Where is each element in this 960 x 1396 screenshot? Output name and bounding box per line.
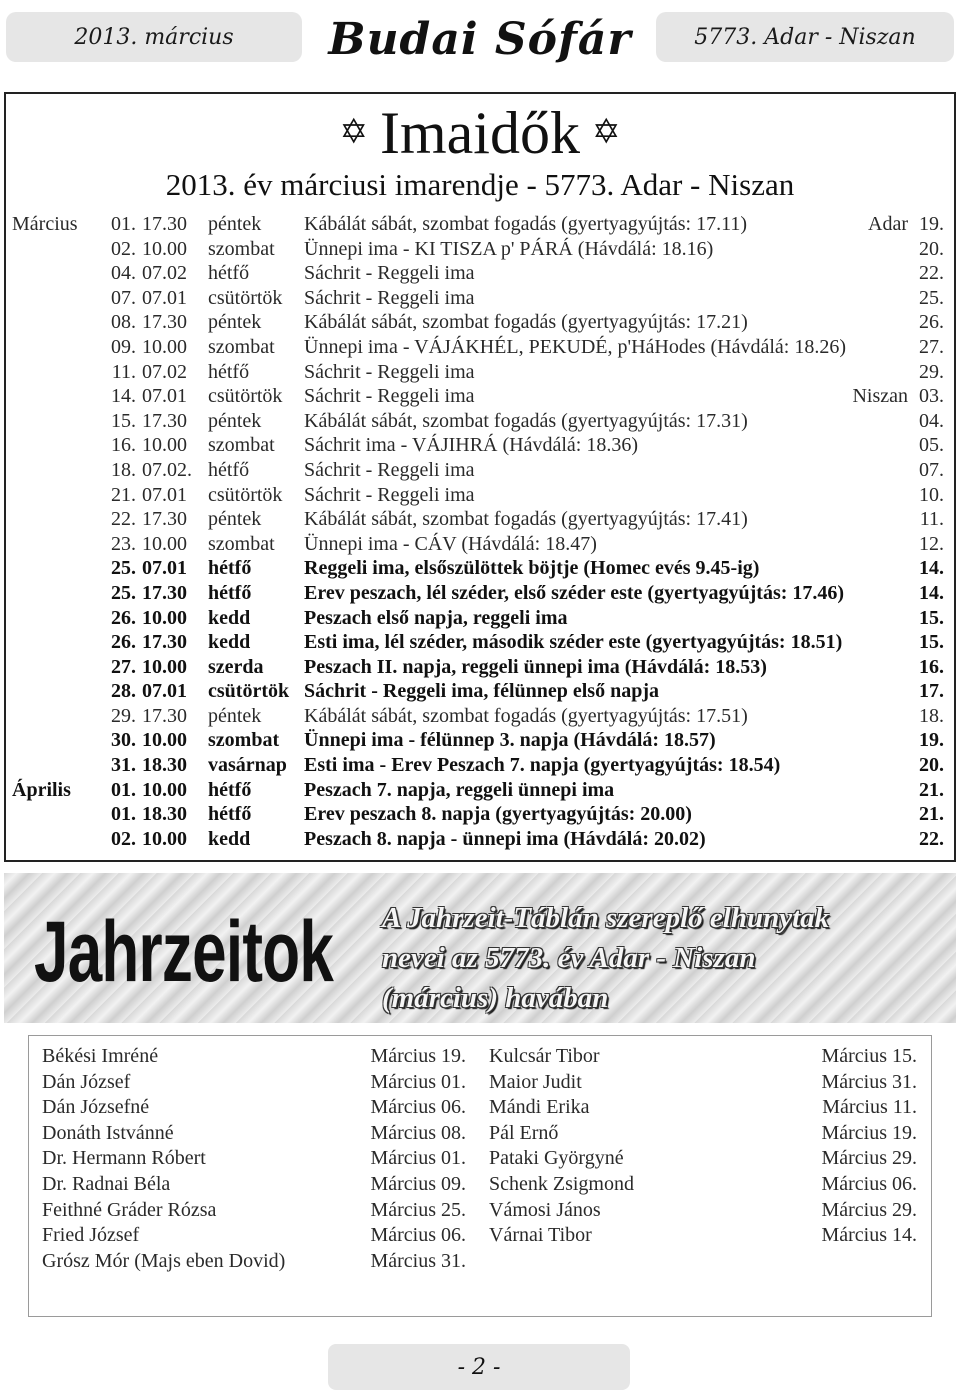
- schedule-row: [0, 778, 960, 803]
- row-day: 23.: [111, 532, 136, 555]
- row-time: 07.01: [142, 483, 187, 506]
- row-time: 10.00: [142, 606, 187, 629]
- row-day: 01.: [111, 803, 136, 826]
- row-hebrew-day: 22.: [919, 827, 944, 850]
- row-weekday: péntek: [208, 508, 262, 531]
- row-hebrew-day: 16.: [919, 655, 944, 678]
- jahrzeit-name: Feithné Gráder Rózsa: [42, 1198, 217, 1221]
- row-hebrew-month: Adar: [868, 213, 908, 235]
- schedule-row: [0, 261, 960, 286]
- jahrzeit-name: Pál Ernő: [489, 1121, 559, 1144]
- row-weekday: péntek: [208, 311, 262, 334]
- row-description: Kábálát sábát, szombat fogadás (gyertyagyújtás: 17.31): [304, 409, 748, 432]
- row-hebrew-day: 04.: [919, 409, 944, 432]
- row-weekday: kedd: [208, 827, 251, 850]
- row-description: Sáchrit - Reggeli ima: [304, 483, 475, 506]
- jahrzeit-name: Grósz Mór (Majs eben Dovid): [42, 1249, 286, 1272]
- schedule-row: [0, 507, 960, 532]
- jahrzeit-name: Kulcsár Tibor: [489, 1045, 600, 1067]
- row-time: 10.00: [142, 827, 187, 850]
- row-description: Peszach 8. napja - ünnepi ima (Hávdálá: 20.02): [304, 827, 706, 850]
- jahrzeit-entry: [42, 1095, 466, 1121]
- schedule-row: [0, 606, 960, 631]
- jahrzeit-name: Fried József: [42, 1224, 140, 1247]
- row-day: 11.: [111, 360, 136, 383]
- row-month: Április: [12, 778, 71, 801]
- row-description: Sáchrit ima - VÁJIHRÁ (Hávdálá: 18.36): [304, 434, 639, 457]
- row-description: Sáchrit - Reggeli ima: [304, 360, 475, 383]
- row-day: 16.: [111, 434, 136, 457]
- row-hebrew-month: Niszan: [852, 385, 908, 408]
- row-time: 10.00: [142, 237, 187, 260]
- row-description: Sáchrit - Reggeli ima: [304, 385, 475, 408]
- row-time: 10.00: [142, 655, 187, 678]
- row-description: Ünnepi ima - CÁV (Hávdálá: 18.47): [304, 532, 597, 555]
- row-hebrew-day: 17.: [919, 680, 944, 703]
- row-time: 17.30: [142, 213, 187, 235]
- row-time: 07.01: [142, 680, 187, 703]
- jahrzeit-entry: [489, 1121, 917, 1147]
- row-weekday: csütörtök: [208, 286, 283, 309]
- row-weekday: hétfő: [208, 581, 252, 604]
- row-day: 25.: [111, 581, 136, 604]
- row-description: Sáchrit - Reggeli ima: [304, 286, 475, 309]
- header-hebrew-date-label: 5773. Adar - Niszan: [656, 12, 954, 62]
- jahrzeit-banner-line: A Jahrzeit-Táblán szereplő elhunytak: [382, 902, 830, 934]
- row-time: 17.30: [142, 581, 187, 604]
- row-time: 10.00: [142, 335, 187, 358]
- row-hebrew-day: 25.: [919, 286, 944, 309]
- page-number: - 2 -: [328, 1344, 630, 1390]
- row-time: 10.00: [142, 729, 187, 752]
- row-time: 17.30: [142, 508, 187, 531]
- jahrzeit-name: Mándi Erika: [489, 1096, 590, 1119]
- row-description: Sáchrit - Reggeli ima: [304, 262, 475, 285]
- row-time: 18.30: [142, 803, 187, 826]
- row-weekday: kedd: [208, 606, 251, 629]
- row-day: 25.: [111, 557, 136, 580]
- schedule-row: [0, 286, 960, 311]
- row-weekday: hétfő: [208, 557, 252, 580]
- jahrzeit-entry: [42, 1070, 466, 1096]
- row-weekday: szombat: [208, 237, 275, 260]
- jahrzeit-date: Március 25.: [370, 1198, 466, 1221]
- row-description: Peszach első napja, reggeli ima: [304, 606, 568, 629]
- schedule-row: [0, 556, 960, 581]
- jahrzeit-name: Pataki Györgyné: [489, 1147, 624, 1170]
- jahrzeit-entry: [42, 1146, 466, 1172]
- row-weekday: péntek: [208, 409, 262, 432]
- jahrzeit-date: Március 06.: [821, 1172, 917, 1195]
- jahrzeit-date: Március 15.: [821, 1045, 917, 1067]
- row-day: 30.: [111, 729, 136, 752]
- row-weekday: hétfő: [208, 778, 252, 801]
- jahrzeit-name: Dán József: [42, 1070, 131, 1093]
- schedule-row: [0, 335, 960, 360]
- row-hebrew-day: 20.: [919, 237, 944, 260]
- row-day: 01.: [111, 778, 136, 801]
- schedule-title-text: Imaidők: [380, 100, 580, 166]
- row-hebrew-day: 20.: [919, 754, 944, 777]
- schedule-row: [0, 753, 960, 778]
- schedule-title: [0, 102, 960, 164]
- jahrzeit-name: Schenk Zsigmond: [489, 1172, 634, 1195]
- jahrzeit-entry: [489, 1223, 917, 1249]
- row-weekday: szombat: [208, 335, 275, 358]
- row-hebrew-day: 19.: [919, 213, 944, 235]
- row-weekday: szombat: [208, 434, 275, 457]
- schedule-row: [0, 360, 960, 385]
- row-description: Reggeli ima, elsőszülöttek böjtje (Homec evés 9.45-ig): [304, 557, 760, 580]
- row-day: 18.: [111, 458, 136, 481]
- jahrzeit-date: Március 11.: [822, 1096, 917, 1119]
- row-description: Esti ima - Erev Peszach 7. napja (gyertyagyújtás: 18.54): [304, 754, 781, 777]
- row-description: Ünnepi ima - VÁJÁKHÉL, PEKUDÉ, p'HáHodes (Hávdálá: 18.26): [304, 335, 847, 358]
- row-weekday: péntek: [208, 704, 262, 727]
- schedule-row: [0, 827, 960, 852]
- jahrzeit-name: Donáth Istvánné: [42, 1121, 174, 1144]
- jahrzeit-name: Dr. Hermann Róbert: [42, 1147, 206, 1170]
- row-description: Erev peszach 8. napja (gyertyagyújtás: 20.00): [304, 803, 692, 826]
- row-weekday: hétfő: [208, 262, 250, 285]
- row-description: Kábálát sábát, szombat fogadás (gyertyagyújtás: 17.41): [304, 508, 748, 531]
- schedule-row: [0, 458, 960, 483]
- jahrzeit-date: Március 06.: [370, 1224, 466, 1247]
- row-weekday: csütörtök: [208, 680, 290, 703]
- schedule-subtitle: 2013. év márciusi imarendje - 5773. Adar - Niszan: [165, 167, 795, 202]
- row-day: 29.: [111, 704, 136, 727]
- jahrzeit-entry: [42, 1249, 466, 1275]
- jahrzeit-entry: [42, 1198, 466, 1224]
- row-weekday: szerda: [208, 655, 264, 678]
- jahrzeit-banner-line: (március) havában: [382, 982, 609, 1014]
- row-day: 26.: [111, 631, 136, 654]
- jahrzeit-entry: [42, 1172, 466, 1198]
- row-hebrew-day: 21.: [919, 778, 944, 801]
- row-weekday: szombat: [208, 532, 275, 555]
- row-time: 10.00: [142, 532, 187, 555]
- row-weekday: kedd: [208, 631, 251, 654]
- row-day: 28.: [111, 680, 136, 703]
- jahrzeit-date: Március 14.: [821, 1224, 917, 1247]
- row-description: Peszach II. napja, reggeli ünnepi ima (Hávdálá: 18.53): [304, 655, 767, 678]
- row-day: 08.: [111, 311, 136, 334]
- row-day: 31.: [111, 754, 136, 777]
- row-weekday: hétfő: [208, 458, 250, 481]
- jahrzeit-banner-text: [382, 898, 942, 1018]
- schedule-table: [0, 212, 960, 851]
- jahrzeit-date: Március 19.: [370, 1045, 466, 1067]
- schedule-row: [0, 802, 960, 827]
- schedule-row: [0, 581, 960, 606]
- row-hebrew-day: 11.: [919, 508, 944, 531]
- jahrzeit-name: Maior Judit: [489, 1070, 582, 1093]
- row-hebrew-day: 15.: [919, 631, 944, 654]
- row-description: Kábálát sábát, szombat fogadás (gyertyagyújtás: 17.11): [304, 213, 748, 235]
- jahrzeit-name: Dán Józsefné: [42, 1096, 150, 1119]
- schedule-row: [0, 679, 960, 704]
- row-hebrew-day: 05.: [919, 434, 944, 457]
- row-day: 01.: [111, 213, 136, 235]
- row-time: 17.30: [142, 311, 187, 334]
- star-of-david-icon: ✡: [339, 114, 369, 151]
- header-date-label: 2013. március: [6, 12, 302, 62]
- schedule-row: [0, 212, 960, 237]
- row-hebrew-day: 18.: [919, 704, 944, 727]
- row-time: 17.30: [142, 409, 187, 432]
- schedule-row: [0, 630, 960, 655]
- row-time: 10.00: [142, 434, 187, 457]
- jahrzeit-names-left-column: [42, 1044, 466, 1274]
- row-description: Kábálát sábát, szombat fogadás (gyertyagyújtás: 17.51): [304, 704, 748, 727]
- row-time: 17.30: [142, 704, 187, 727]
- schedule-row: [0, 655, 960, 680]
- row-time: 07.01: [142, 557, 187, 580]
- jahrzeit-names-right-column: [489, 1044, 917, 1249]
- jahrzeit-entry: [489, 1044, 917, 1070]
- row-description: Sáchrit - Reggeli ima: [304, 458, 475, 481]
- schedule-row: [0, 728, 960, 753]
- jahrzeit-entry: [42, 1044, 466, 1070]
- row-day: 26.: [111, 606, 136, 629]
- row-weekday: hétfő: [208, 360, 250, 383]
- jahrzeit-date: Március 01.: [370, 1147, 466, 1170]
- row-day: 04.: [111, 262, 136, 285]
- row-hebrew-day: 14.: [919, 581, 944, 604]
- row-hebrew-day: 14.: [919, 557, 944, 580]
- jahrzeit-entry: [489, 1172, 917, 1198]
- row-day: 22.: [111, 508, 136, 531]
- row-hebrew-day: 07.: [919, 458, 944, 481]
- row-description: Ünnepi ima - KI TISZA p' PÁRÁ (Hávdálá: 18.16): [304, 237, 714, 260]
- schedule-row: [0, 310, 960, 335]
- row-month: Március: [12, 213, 78, 235]
- row-day: 14.: [111, 385, 136, 408]
- row-description: Esti ima, lél széder, második széder este (gyertyagyújtás: 18.51): [304, 631, 843, 654]
- schedule-row: [0, 384, 960, 409]
- jahrzeit-date: Március 01.: [370, 1070, 466, 1093]
- row-day: 21.: [111, 483, 136, 506]
- row-weekday: csütörtök: [208, 483, 283, 506]
- row-time: 07.02: [142, 360, 187, 383]
- jahrzeit-name: Vámosi János: [489, 1198, 601, 1221]
- publication-title: Budai Sófár: [328, 13, 632, 65]
- row-day: 15.: [111, 409, 136, 432]
- row-hebrew-day: 21.: [919, 803, 944, 826]
- row-time: 07.01: [142, 286, 187, 309]
- schedule-row: [0, 483, 960, 508]
- jahrzeit-name: Békési Imréné: [42, 1045, 159, 1067]
- star-of-david-icon: ✡: [591, 114, 621, 151]
- row-day: 09.: [111, 335, 136, 358]
- jahrzeit-name: Várnai Tibor: [489, 1224, 592, 1247]
- row-hebrew-day: 26.: [919, 311, 944, 334]
- row-weekday: vasárnap: [208, 754, 287, 777]
- jahrzeit-date: Március 06.: [370, 1096, 466, 1119]
- jahrzeit-date: Március 29.: [821, 1147, 917, 1170]
- row-day: 27.: [111, 655, 136, 678]
- row-weekday: csütörtök: [208, 385, 283, 408]
- jahrzeit-date: Március 19.: [821, 1121, 917, 1144]
- row-time: 18.30: [142, 754, 187, 777]
- row-day: 07.: [111, 286, 136, 309]
- row-weekday: szombat: [208, 729, 280, 752]
- jahrzeit-date: Március 29.: [821, 1198, 917, 1221]
- row-hebrew-day: 29.: [919, 360, 944, 383]
- jahrzeit-date: Március 31.: [370, 1249, 466, 1272]
- row-time: 17.30: [142, 631, 187, 654]
- jahrzeit-entry: [489, 1070, 917, 1096]
- schedule-row: [0, 433, 960, 458]
- schedule-row: [0, 532, 960, 557]
- row-hebrew-day: 15.: [919, 606, 944, 629]
- row-description: Sáchrit - Reggeli ima, félünnep első napja: [304, 680, 659, 703]
- jahrzeit-date: Március 08.: [370, 1121, 466, 1144]
- row-hebrew-day: 22.: [919, 262, 944, 285]
- row-time: 10.00: [142, 778, 187, 801]
- jahrzeit-entry: [489, 1198, 917, 1224]
- row-hebrew-day: 27.: [919, 335, 944, 358]
- jahrzeit-banner-line: nevei az 5773. év Adar - Niszan: [382, 942, 756, 974]
- row-hebrew-day: 03.: [919, 385, 944, 408]
- row-day: 02.: [111, 827, 136, 850]
- row-description: Kábálát sábát, szombat fogadás (gyertyagyújtás: 17.21): [304, 311, 748, 334]
- jahrzeit-entry: [489, 1146, 917, 1172]
- row-time: 07.01: [142, 385, 187, 408]
- jahrzeit-date: Március 31.: [821, 1070, 917, 1093]
- schedule-row: [0, 409, 960, 434]
- row-hebrew-day: 19.: [919, 729, 944, 752]
- jahrzeit-name: Dr. Radnai Béla: [42, 1172, 171, 1195]
- row-hebrew-day: 12.: [919, 532, 944, 555]
- row-description: Erev peszach, lél széder, első széder este (gyertyagyújtás: 17.46): [304, 581, 845, 604]
- jahrzeit-entry: [42, 1121, 466, 1147]
- row-description: Peszach 7. napja, reggeli ünnepi ima: [304, 778, 615, 801]
- schedule-row: [0, 237, 960, 262]
- row-day: 02.: [111, 237, 136, 260]
- row-description: Ünnepi ima - félünnep 3. napja (Hávdálá: 18.57): [304, 729, 716, 752]
- row-time: 07.02.: [142, 458, 192, 481]
- row-hebrew-day: 10.: [919, 483, 944, 506]
- jahrzeit-date: Március 09.: [370, 1172, 466, 1195]
- jahrzeit-entry: [489, 1095, 917, 1121]
- jahrzeit-banner-title: Jahrzeitok: [34, 904, 334, 1000]
- row-weekday: hétfő: [208, 803, 252, 826]
- row-weekday: péntek: [208, 213, 262, 235]
- row-time: 07.02: [142, 262, 187, 285]
- jahrzeit-entry: [42, 1223, 466, 1249]
- schedule-row: [0, 704, 960, 729]
